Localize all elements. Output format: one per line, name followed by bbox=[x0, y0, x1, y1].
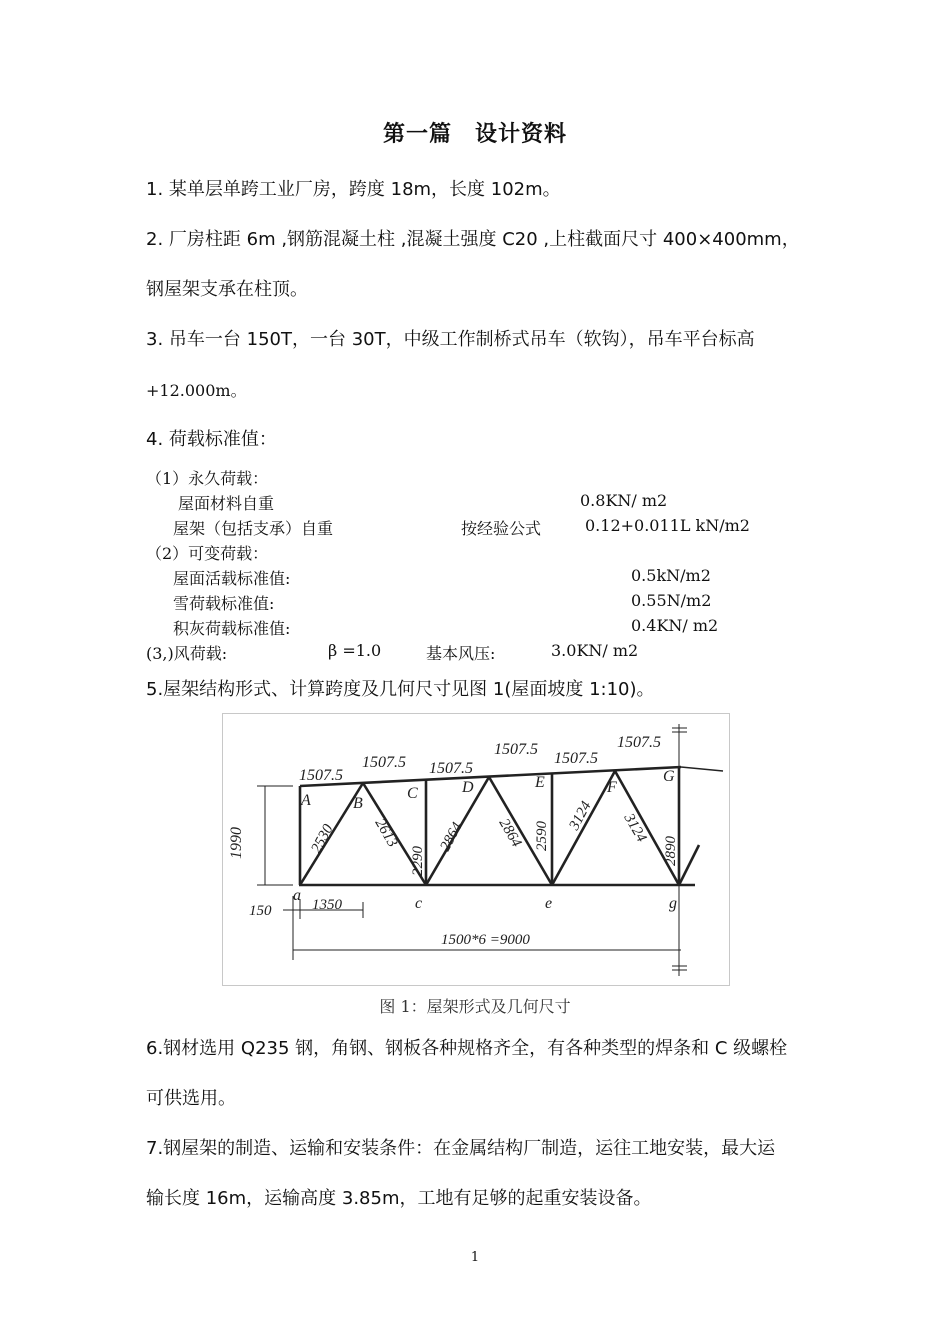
member-2290: 2290 bbox=[410, 846, 426, 876]
node-G: G bbox=[663, 768, 675, 785]
live-load-label: 屋面活载标准值: bbox=[173, 569, 291, 588]
paragraph-3-line-2: +12.000m。 bbox=[146, 381, 247, 400]
wind-pressure-label: 基本风压: bbox=[426, 644, 496, 663]
panel-length-4: 1507.5 bbox=[494, 741, 538, 758]
truss-weight-method: 按经验公式 bbox=[461, 519, 542, 538]
snow-load-value: 0.55N/m2 bbox=[631, 591, 712, 610]
member-2890: 2890 bbox=[663, 836, 679, 866]
snow-load-label: 雪荷载标准值: bbox=[173, 594, 275, 613]
truss-figure bbox=[222, 713, 730, 986]
paragraph-6-line-1: 6.钢材选用 Q235 钢，角钢、钢板各种规格齐全，有各种类型的焊条和 C 级螺栓 bbox=[146, 1038, 788, 1059]
wind-beta: β =1.0 bbox=[328, 641, 382, 660]
paragraph-3-line-1: 3. 吊车一台 150T，一台 30T，中级工作制桥式吊车（软钩），吊车平台标高 bbox=[146, 329, 755, 350]
node-A: A bbox=[301, 792, 311, 809]
roof-material-value: 0.8KN/ m2 bbox=[580, 491, 668, 510]
truss-weight-value: 0.12+0.011L kN/m2 bbox=[585, 516, 750, 535]
paragraph-6-line-2: 可供选用。 bbox=[146, 1088, 236, 1109]
member-2864-left: 2864 bbox=[437, 819, 466, 854]
page-title: 第一篇 设计资料 bbox=[382, 122, 567, 147]
member-2590: 2590 bbox=[534, 821, 550, 851]
panel-length-5: 1507.5 bbox=[554, 750, 598, 767]
panel-length-6: 1507.5 bbox=[617, 734, 661, 751]
permanent-load-header: （1）永久荷载： bbox=[146, 469, 269, 488]
roof-material-label: 屋面材料自重 bbox=[178, 494, 275, 513]
variable-load-header: （2）可变荷载： bbox=[146, 544, 269, 563]
member-2864-right: 2864 bbox=[495, 816, 525, 850]
node-E: E bbox=[535, 774, 545, 791]
node-D: D bbox=[462, 779, 474, 796]
node-F: F bbox=[607, 779, 617, 796]
wind-load-label: (3,)风荷载: bbox=[146, 644, 228, 663]
member-2613: 2613 bbox=[371, 816, 401, 850]
paragraph-2-line-1: 2. 厂房柱距 6m ,钢筋混凝土柱 ,混凝土强度 C20 ,上柱截面尺寸 400×400mm， bbox=[146, 229, 800, 250]
live-load-value: 0.5kN/m2 bbox=[631, 566, 711, 585]
paragraph-4: 4. 荷载标准值： bbox=[146, 429, 277, 450]
ash-load-label: 积灰荷载标准值: bbox=[173, 619, 291, 638]
truss-weight-label: 屋架（包括支承）自重 bbox=[173, 519, 334, 538]
member-2530: 2530 bbox=[308, 821, 337, 856]
wind-pressure-value: 3.0KN/ m2 bbox=[551, 641, 639, 660]
paragraph-7-line-1: 7.钢屋架的制造、运输和安装条件：在金属结构厂制造，运往工地安装，最大运 bbox=[146, 1138, 776, 1159]
node-c: c bbox=[415, 895, 423, 912]
end-offset-dimension: 150 bbox=[249, 903, 272, 919]
first-panel-dimension: 1350 bbox=[312, 897, 342, 913]
height-dimension: 1990 bbox=[228, 827, 245, 859]
panel-length-1: 1507.5 bbox=[299, 767, 343, 784]
node-B: B bbox=[353, 795, 363, 812]
paragraph-1: 1. 某单层单跨工业厂房，跨度 18m，长度 102m。 bbox=[146, 179, 561, 200]
node-e: e bbox=[545, 895, 553, 912]
member-3124-left: 3124 bbox=[566, 798, 595, 833]
node-C: C bbox=[407, 785, 418, 802]
member-3124-right: 3124 bbox=[620, 811, 650, 845]
page-number: 1 bbox=[470, 1250, 480, 1265]
paragraph-2-line-2: 钢屋架支承在柱顶。 bbox=[146, 279, 308, 300]
truss-diagram bbox=[223, 714, 729, 985]
span-dimension: 1500*6 =9000 bbox=[441, 932, 530, 948]
node-a: a bbox=[293, 887, 301, 904]
ash-load-value: 0.4KN/ m2 bbox=[631, 616, 719, 635]
node-g: g bbox=[669, 895, 677, 912]
paragraph-5: 5.屋架结构形式、计算跨度及几何尺寸见图 1(屋面坡度 1:10)。 bbox=[146, 679, 655, 700]
figure-caption: 图 1：屋架形式及几何尺寸 bbox=[379, 997, 571, 1016]
panel-length-3: 1507.5 bbox=[429, 760, 473, 777]
panel-length-2: 1507.5 bbox=[362, 754, 406, 771]
paragraph-7-line-2: 输长度 16m，运输高度 3.85m，工地有足够的起重安装设备。 bbox=[146, 1188, 652, 1209]
